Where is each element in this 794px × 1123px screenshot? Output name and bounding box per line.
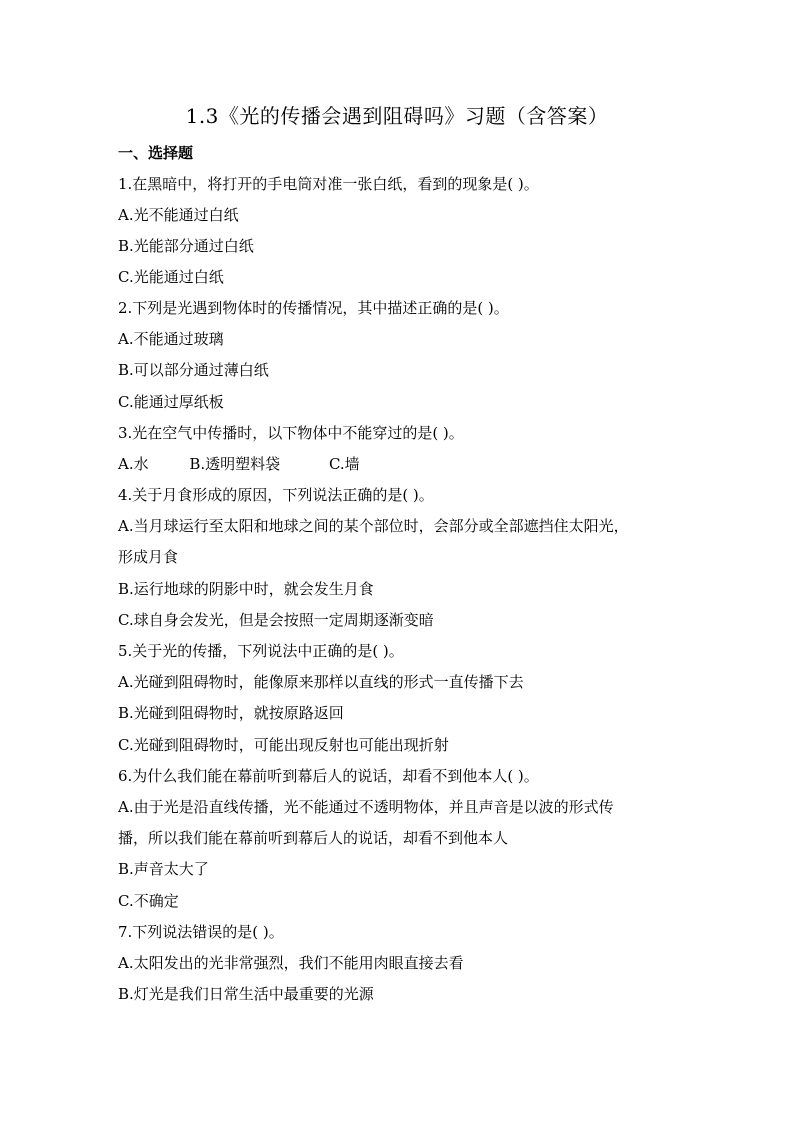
question-4-option-c: C.球自身会发光，但是会按照一定周期逐渐变暗 [118,611,434,629]
section-heading: 一、选择题 [118,144,194,162]
question-2-option-b: B.可以部分通过薄白纸 [118,361,269,379]
question-6-option-a: A.由于光是沿直线传播，光不能通过不透明物体，并且声音是以波的形式传 [118,798,614,816]
question-1-option-b: B.光能部分通过白纸 [118,237,254,255]
question-4-option-b: B.运行地球的阴影中时，就会发生月食 [118,580,374,598]
question-7-option-a: A.太阳发出的光非常强烈，我们不能用肉眼直接去看 [118,954,464,972]
question-5-stem: 5.关于光的传播，下列说法中正确的是( )。 [118,642,404,660]
question-1-stem: 1.在黑暗中，将打开的手电筒对准一张白纸，看到的现象是( )。 [118,175,539,193]
question-4-option-a-continued: 形成月食 [118,548,179,566]
question-1-option-c: C.光能通过白纸 [118,268,224,286]
question-4-option-a: A.当月球运行至太阳和地球之间的某个部位时，会部分或全部遮挡住太阳光， [118,517,629,535]
question-3-option-a: A.水 [118,455,149,473]
question-4-stem: 4.关于月食形成的原因，下列说法正确的是( )。 [118,486,434,504]
question-5-option-b: B.光碰到阻碍物时，就按原路返回 [118,704,344,722]
question-7-option-b: B.灯光是我们日常生活中最重要的光源 [118,985,374,1003]
question-6-option-c: C.不确定 [118,892,179,910]
question-2-stem: 2.下列是光遇到物体时的传播情况，其中描述正确的是( )。 [118,299,509,317]
question-2-option-a: A.不能通过玻璃 [118,330,224,348]
page-title: 1.3《光的传播会遇到阻碍吗》习题（含答案） [185,104,609,128]
question-2-option-c: C.能通过厚纸板 [118,393,224,411]
question-6-option-b: B.声音太大了 [118,860,209,878]
question-6-stem: 6.为什么我们能在幕前听到幕后人的说话，却看不到他本人( )。 [118,767,539,785]
question-3-option-c: C.墙 [328,455,360,473]
question-5-option-a: A.光碰到阻碍物时，能像原来那样以直线的形式一直传播下去 [118,673,524,691]
question-3-stem: 3.光在空气中传播时，以下物体中不能穿过的是( )。 [118,424,464,442]
question-6-option-a-continued: 播，所以我们能在幕前听到幕后人的说话，却看不到他本人 [118,829,509,847]
question-1-option-a: A.光不能通过白纸 [118,206,239,224]
question-7-stem: 7.下列说法错误的是( )。 [118,923,284,941]
question-5-option-c: C.光碰到阻碍物时，可能出现反射也可能出现折射 [118,736,449,754]
question-3-options-row [118,452,360,476]
question-3-option-b: B.透明塑料袋 [189,455,281,473]
